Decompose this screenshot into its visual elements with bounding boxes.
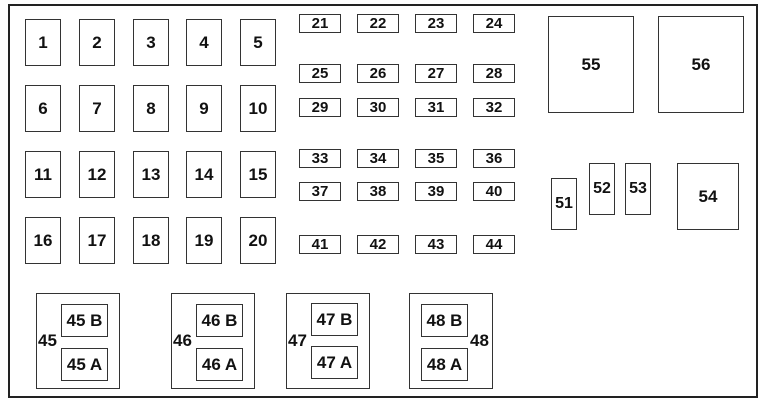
fuse-8: 8 — [133, 85, 169, 132]
fuse-37: 37 — [299, 182, 341, 201]
fuse-2: 2 — [79, 19, 115, 66]
fuse-33: 33 — [299, 149, 341, 168]
fuse-23: 23 — [415, 14, 457, 33]
fuse-28: 28 — [473, 64, 515, 83]
fuse-34: 34 — [357, 149, 399, 168]
fuse-41: 41 — [299, 235, 341, 254]
relay-56: 56 — [658, 16, 744, 113]
fuse-21: 21 — [299, 14, 341, 33]
relay-48b: 48 B — [421, 304, 468, 337]
relay-45b: 45 B — [61, 304, 108, 337]
fuse-31: 31 — [415, 98, 457, 117]
fuse-53: 53 — [625, 163, 651, 215]
fuse-25: 25 — [299, 64, 341, 83]
relay-47b: 47 B — [311, 303, 358, 336]
relay-54: 54 — [677, 163, 739, 230]
fuse-6: 6 — [25, 85, 61, 132]
fuse-15: 15 — [240, 151, 276, 198]
fuse-9: 9 — [186, 85, 222, 132]
fuse-52: 52 — [589, 163, 615, 215]
relay-47a: 47 A — [311, 346, 358, 379]
fuse-36: 36 — [473, 149, 515, 168]
fuse-44: 44 — [473, 235, 515, 254]
fuse-18: 18 — [133, 217, 169, 264]
fuse-24: 24 — [473, 14, 515, 33]
relay-55: 55 — [548, 16, 634, 113]
fuse-5: 5 — [240, 19, 276, 66]
fuse-4: 4 — [186, 19, 222, 66]
fuse-14: 14 — [186, 151, 222, 198]
relay-48-label: 48 — [470, 331, 489, 350]
fuse-20: 20 — [240, 217, 276, 264]
fuse-3: 3 — [133, 19, 169, 66]
fuse-35: 35 — [415, 149, 457, 168]
fuse-32: 32 — [473, 98, 515, 117]
fuse-7: 7 — [79, 85, 115, 132]
relay-46a: 46 A — [196, 348, 243, 381]
fuse-22: 22 — [357, 14, 399, 33]
fuse-42: 42 — [357, 235, 399, 254]
relay-45a: 45 A — [61, 348, 108, 381]
fuse-43: 43 — [415, 235, 457, 254]
fuse-1: 1 — [25, 19, 61, 66]
fuse-13: 13 — [133, 151, 169, 198]
fuse-26: 26 — [357, 64, 399, 83]
fuse-12: 12 — [79, 151, 115, 198]
relay-45-label: 45 — [38, 331, 57, 350]
relay-48a: 48 A — [421, 348, 468, 381]
fuse-30: 30 — [357, 98, 399, 117]
fuse-29: 29 — [299, 98, 341, 117]
fuse-38: 38 — [357, 182, 399, 201]
fuse-10: 10 — [240, 85, 276, 132]
fuse-40: 40 — [473, 182, 515, 201]
fuse-51: 51 — [551, 178, 577, 230]
fuse-27: 27 — [415, 64, 457, 83]
fuse-11: 11 — [25, 151, 61, 198]
relay-46-label: 46 — [173, 331, 192, 350]
relay-46b: 46 B — [196, 304, 243, 337]
fuse-16: 16 — [25, 217, 61, 264]
fuse-19: 19 — [186, 217, 222, 264]
fuse-17: 17 — [79, 217, 115, 264]
relay-47-label: 47 — [288, 331, 307, 350]
fuse-39: 39 — [415, 182, 457, 201]
